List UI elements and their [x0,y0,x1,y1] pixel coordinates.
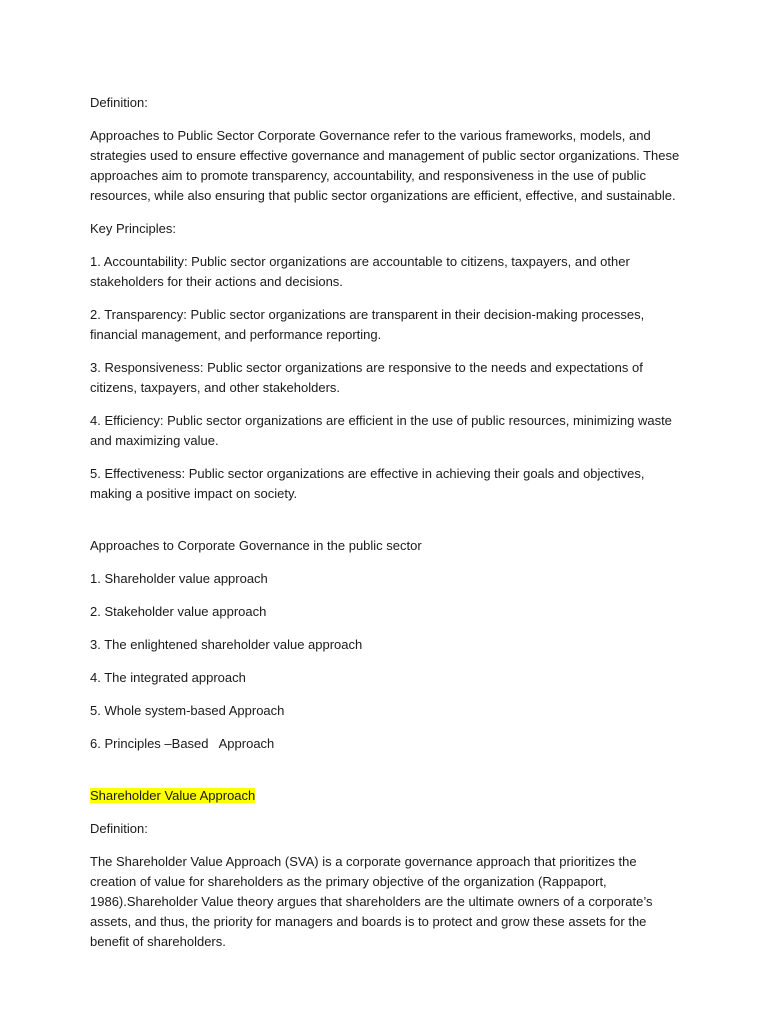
sva-definition-label: Definition: [90,821,148,836]
approaches-heading: Approaches to Corporate Governance in the public sector [90,538,422,553]
principle-item: 5. Effectiveness: Public sector organizations are effective in achieving their goals and objectives, making a positive impact on society. [90,466,645,501]
sva-heading-line [90,786,682,806]
blank-line [90,517,682,536]
key-principles-label: Key Principles: [90,221,176,236]
blank-line [90,767,682,786]
approach-item: 2. Stakeholder value approach [90,604,267,619]
sva-heading: Shareholder Value Approach [90,788,256,803]
principle-item: 2. Transparency: Public sector organizations are transparent in their decision-making processes, financial management, and performance reporting. [90,307,645,342]
approach-item: 6. Principles –Based Approach [90,736,275,751]
approach-item: 3. The enlightened shareholder value approach [90,637,363,652]
principle-item: 3. Responsiveness: Public sector organizations are responsive to the needs and expectations of citizens, taxpayers, and other stakeholders. [90,360,643,395]
principle-item: 1. Accountability: Public sector organizations are accountable to citizens, taxpayers, and other stakeholders for their actions and decisions. [90,254,630,289]
document-body [90,93,682,965]
definition-label: Definition: [90,95,148,110]
sva-paragraph: The Shareholder Value Approach (SVA) is a corporate governance approach that prioritizes the creation of value for shareholders as the primary objective of the organization (Rappaport, 1986).Shareholder Value theory argues that shareholders are the ultimate owners of a corporate’s assets, and thus, the priority for managers and boards is to protect and grow these assets for the benefit of shareholders. [90,854,653,949]
approach-item: 4. The integrated approach [90,670,246,685]
principle-item: 4. Efficiency: Public sector organizations are efficient in the use of public resources, minimizing waste and maximizing value. [90,413,672,448]
intro-paragraph: Approaches to Public Sector Corporate Governance refer to the various frameworks, models, and strategies used to ensure effective governance and management of public sector organizations. These approaches aim to promote transparency, accountability, and responsiveness in the use of public resources, while also ensuring that public sector organizations are efficient, effective, and sustainable. [90,128,680,203]
approach-item: 5. Whole system-based Approach [90,703,285,718]
approach-item: 1. Shareholder value approach [90,571,268,586]
